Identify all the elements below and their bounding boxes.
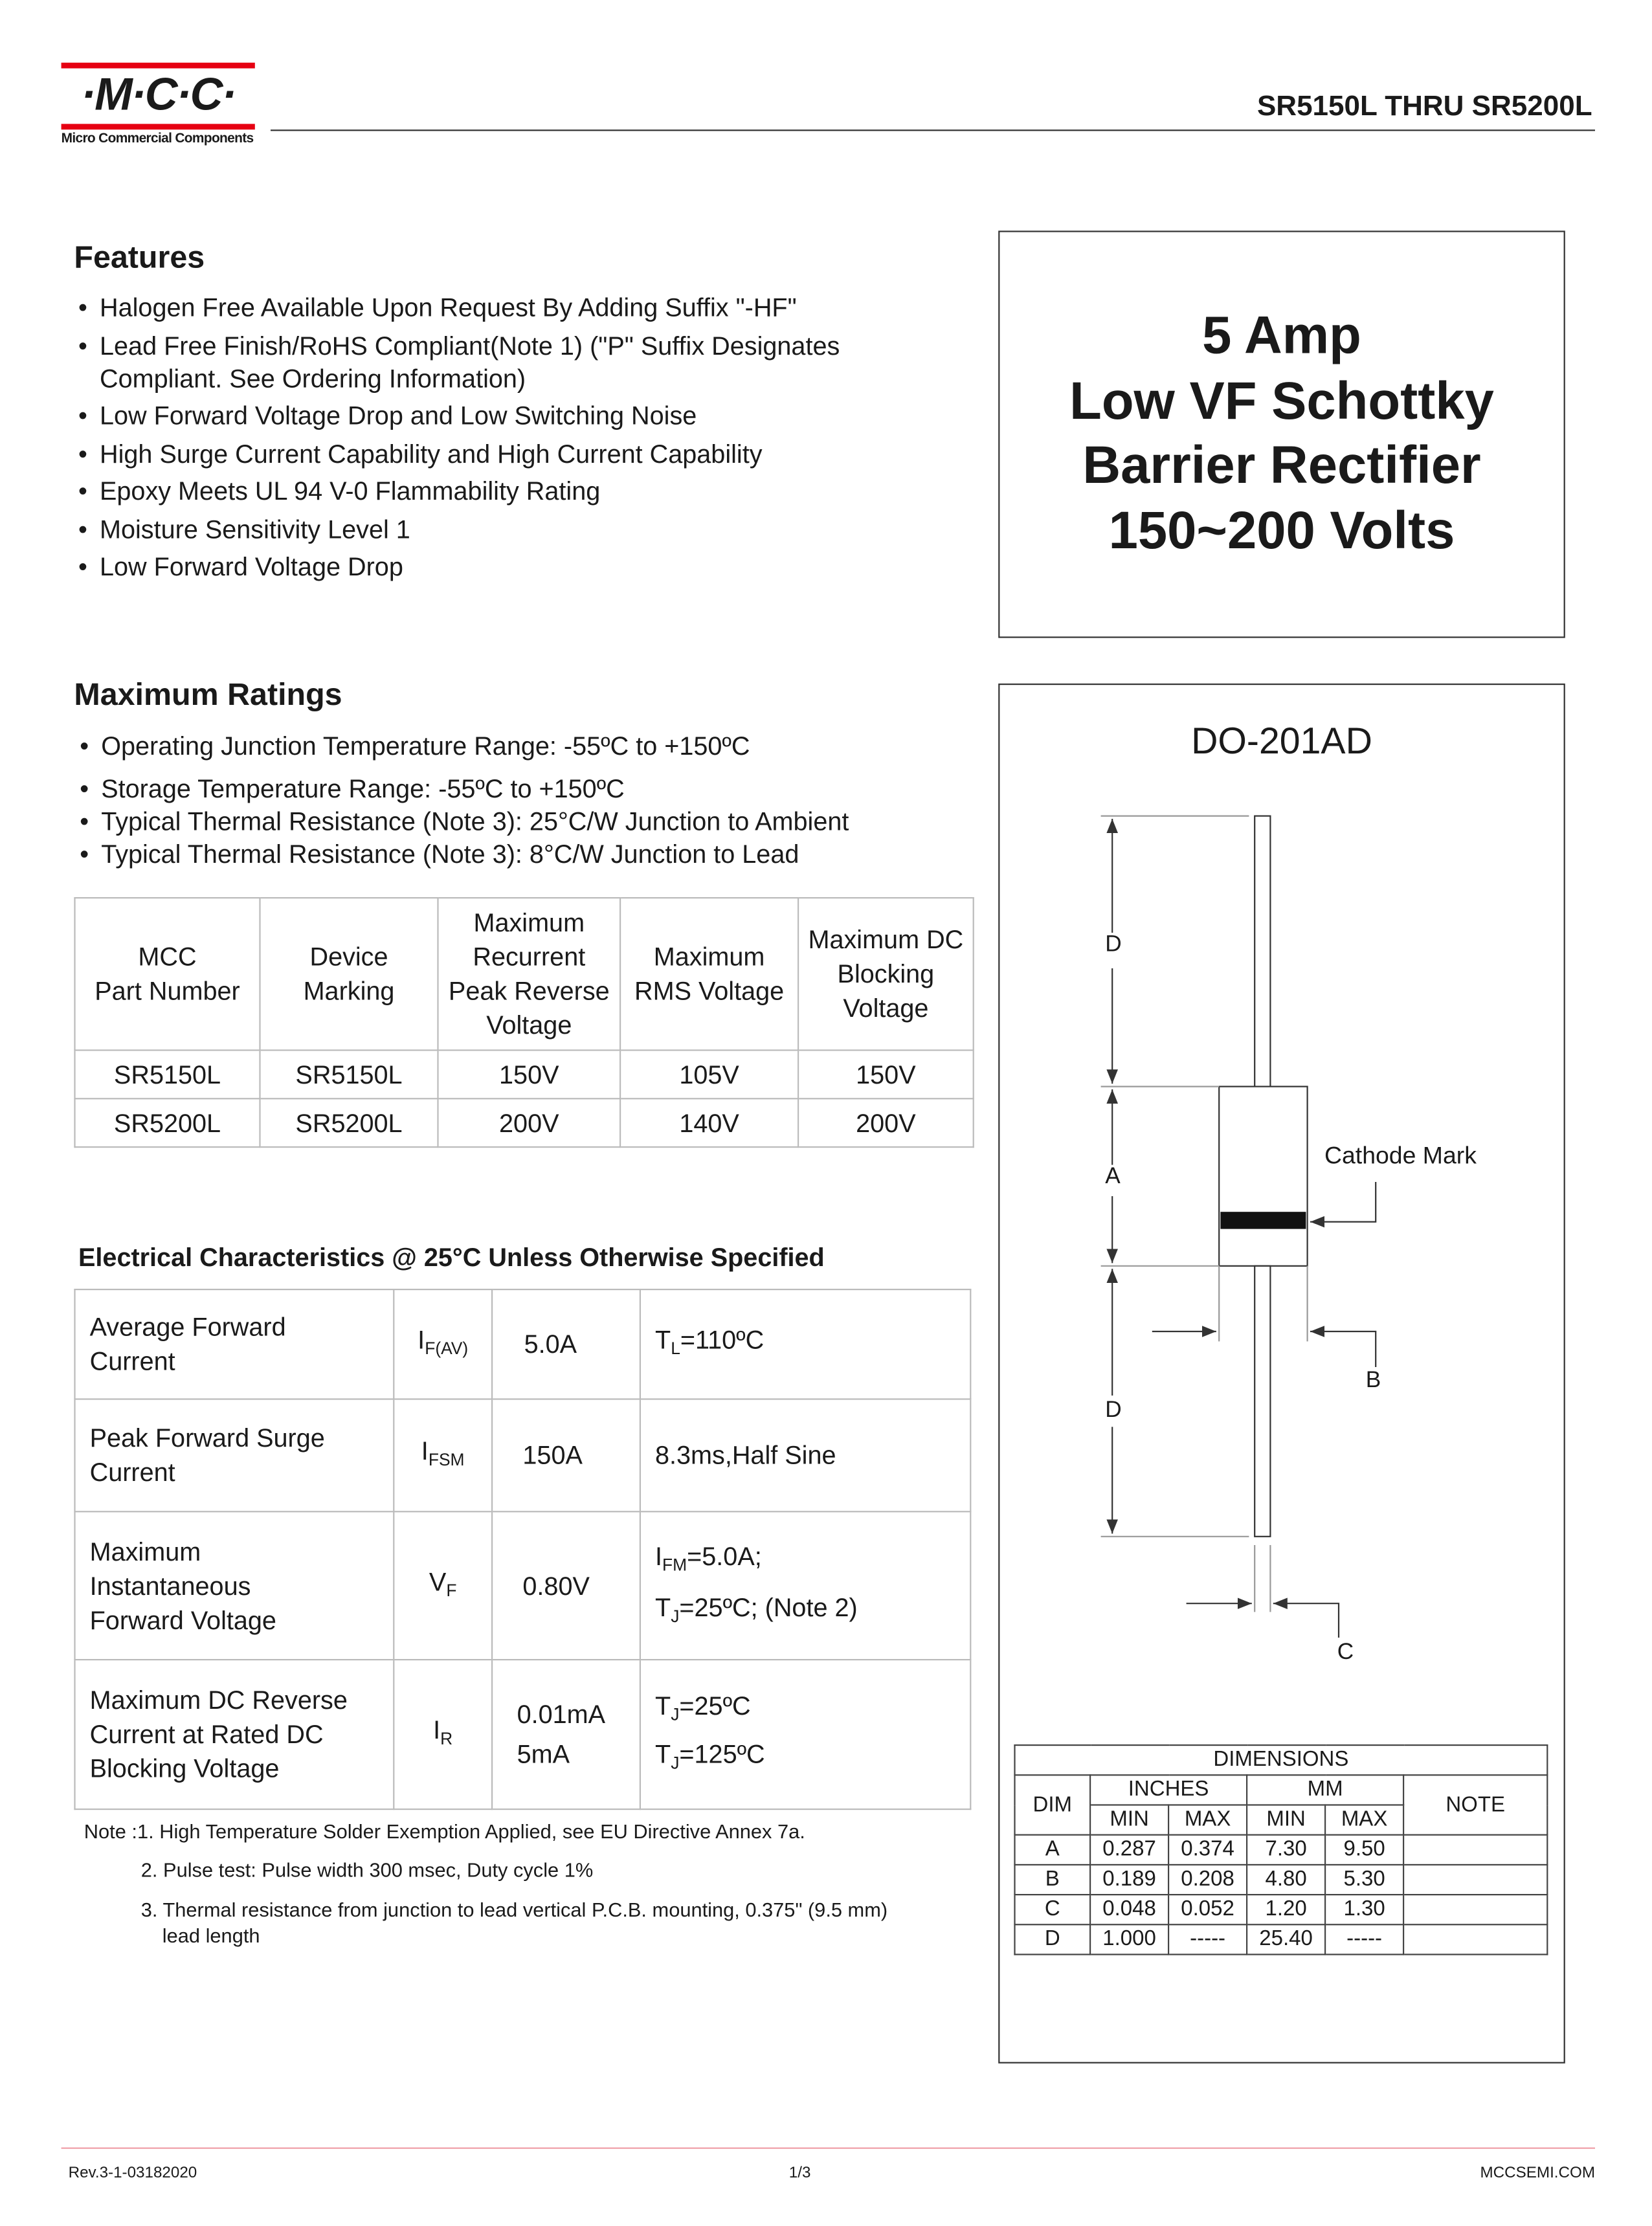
dim-label-a: A	[1105, 1164, 1121, 1189]
header-cell: Maximum DC Blocking Voltage	[798, 898, 974, 1050]
footer-website: MCCSEMI.COM	[1480, 2165, 1595, 2182]
dim-label-b: B	[1365, 1368, 1381, 1393]
rating-item: • Typical Thermal Resistance (Note 3): 25°C/W Junction to Ambient	[101, 807, 849, 837]
dim-label-d: D	[1105, 933, 1122, 957]
feature-item: • Low Forward Voltage Drop and Low Switching Noise	[100, 401, 697, 431]
dim-label-d: D	[1105, 1398, 1122, 1423]
table-row: Average Forward Current $I_{F(AV)}$ 5.0A $T_L=110ºC$	[75, 1289, 971, 1399]
table-row: A 0.287 0.374 7.30 9.50	[1015, 1835, 1548, 1865]
bottom-lead	[1255, 1266, 1270, 1537]
table-row: SR5200L SR5200L 200V 140V 200V	[75, 1098, 974, 1147]
diode-body	[1219, 1087, 1307, 1266]
max-ratings-heading: Maximum Ratings	[74, 676, 342, 712]
dimensions-table: DIMENSIONS DIM INCHES MM NOTE MIN MAX MIN MAX A 0.287 0.374 7.30 9.50 B 0.189 0.208 4.80 5.30 C 0.048 0.052 1.20 1.30 D 1.000 ----- 25.40 -----	[1014, 1744, 1548, 1955]
header-cell: Device Marking	[260, 898, 438, 1050]
table-row: SR5150L SR5150L 150V 105V 150V	[75, 1051, 974, 1099]
feature-item: • Moisture Sensitivity Level 1	[100, 515, 410, 545]
table-row: Maximum Instantaneous Forward Voltage $V_F$ 0.80V $I_{FM}=5.0A$; $T_J=25ºC$; (Note 2)	[75, 1511, 971, 1660]
title-line: 150~200 Volts	[1108, 500, 1455, 559]
features-heading: Features	[74, 239, 205, 275]
feature-item: • Low Forward Voltage Drop	[100, 553, 403, 583]
title-line: Low VF Schottky	[1069, 371, 1494, 430]
rating-item: • Typical Thermal Resistance (Note 3): 8°C/W Junction to Lead	[101, 840, 799, 870]
table-row: D 1.000 ----- 25.40 -----	[1015, 1924, 1548, 1954]
elec-heading: Electrical Characteristics @ 25°C Unless Otherwise Specified	[78, 1243, 825, 1272]
rating-item: • Storage Temperature Range: -55ºC to +150ºC	[101, 775, 625, 805]
feature-item: • Lead Free Finish/RoHS Compliant(Note 1) ("P" Suffix Designates	[100, 332, 840, 362]
rating-item: • Operating Junction Temperature Range: -55ºC to +150ºC	[101, 732, 750, 762]
note-2: 2. Pulse test: Pulse width 300 msec, Duty cycle 1%	[140, 1858, 594, 1882]
header-cell: Maximum RMS Voltage	[620, 898, 798, 1050]
header-title: SR5150L THRU SR5200L	[1256, 91, 1592, 123]
footer-revision: Rev.3-1-03182020	[68, 2165, 197, 2182]
feature-item-cont: Compliant. See Ordering Information)	[100, 364, 526, 394]
title-line: Barrier Rectifier	[1082, 436, 1481, 495]
table-row: Maximum DC Reverse Current at Rated DC Blocking Voltage $I_R$ 0.01mA 5mA $T_J=25ºC$ $T_J=125ºC$	[75, 1660, 971, 1809]
top-lead	[1255, 816, 1270, 1087]
package-name: DO-201AD	[1191, 719, 1372, 762]
note-3-cont: lead length	[162, 1924, 260, 1947]
table-row: Peak Forward Surge Current $I_{FSM}$ 150A 8.3ms,Half Sine	[75, 1399, 971, 1512]
feature-item: • High Surge Current Capability and High Current Capability	[100, 440, 763, 470]
note-1: Note :1. High Temperature Solder Exemption Applied, see EU Directive Annex 7a.	[84, 1820, 805, 1843]
title-line: 5 Amp	[1202, 306, 1361, 365]
feature-item: • Epoxy Meets UL 94 V-0 Flammability Rating	[100, 477, 600, 507]
footer-page-number: 1/3	[788, 2165, 811, 2182]
table-row: B 0.189 0.208 4.80 5.30	[1015, 1865, 1548, 1895]
feature-item: • Halogen Free Available Upon Request By Adding Suffix "-HF"	[100, 293, 797, 323]
cathode-band	[1220, 1212, 1306, 1229]
mcc-logo: ·M·C·C· Micro Commercial Components	[61, 63, 261, 148]
cathode-mark-label: Cathode Mark	[1324, 1142, 1477, 1170]
header-cell: MCC Part Number	[75, 898, 260, 1050]
note-3: 3. Thermal resistance from junction to lead vertical P.C.B. mounting, 0.375" (9.5 mm)	[140, 1898, 888, 1921]
dim-label-c: C	[1337, 1640, 1354, 1665]
footer-rule	[61, 2148, 1595, 2149]
table-row: C 0.048 0.052 1.20 1.30	[1015, 1895, 1548, 1924]
header-cell: Maximum Recurrent Peak Reverse Voltage	[438, 898, 621, 1050]
